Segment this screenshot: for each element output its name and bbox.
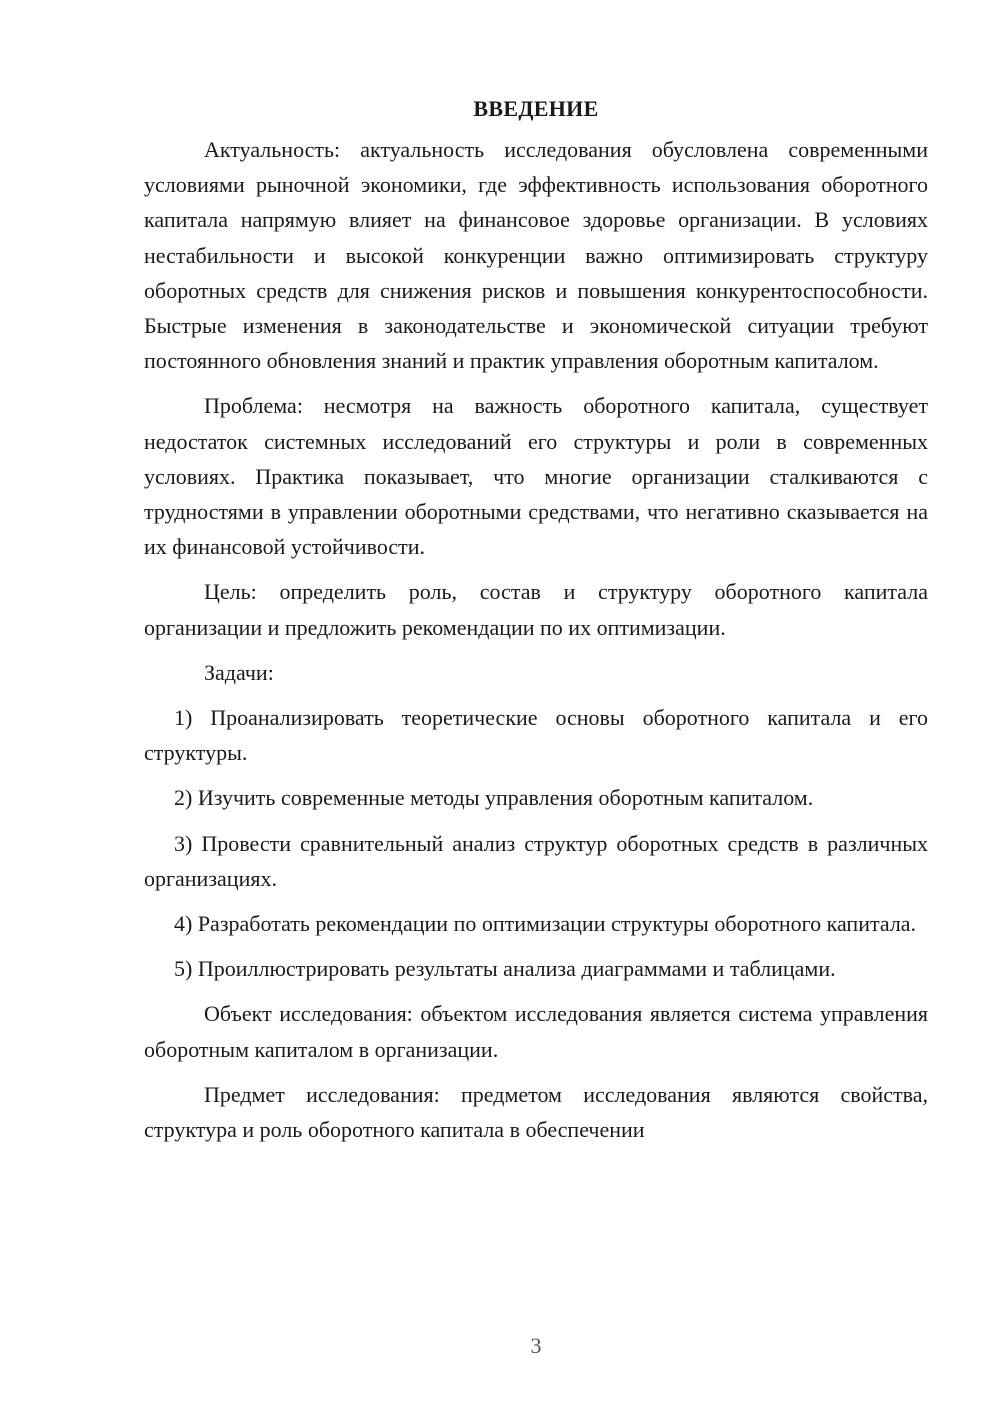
paragraph-problem: Проблема: несмотря на важность оборотного капитала, существует недостаток системных исследований его структуры и роли в современных условиях. Практика показывает, что многие организации сталкиваются с трудностями в управлении оборотными средствами, что негативно сказывается на их финансовой устойчивости. [144,393,928,560]
paragraph-relevance: Актуальность: актуальность исследования обусловлена современными условиями рыночной экономики, где эффективность использования оборотного капитала напрямую влияет на финансовое здоровье организации. В условиях нестабильности и высокой конкуренции важно оптимизировать структуру оборотных средств для снижения рисков и повышения конкурентоспособности. Быстрые изменения в законодательстве и экономической ситуации требуют постоянного обновления знаний и практик управления оборотным капиталом. [144,137,928,374]
paragraph-goal: Цель: определить роль, состав и структуру оборотного капитала организации и предложить рекомендации по их оптимизации. [144,579,928,640]
document-page [144,92,928,1157]
task-item-5: 5) Проиллюстрировать результаты анализа диаграммами и таблицами. [174,956,836,982]
page-number: 3 [530,1333,542,1358]
task-item-4: 4) Разработать рекомендации по оптимизации структуры оборотного капитала. [174,911,917,937]
task-item-2: 2) Изучить современные методы управления оборотным капиталом. [174,785,814,811]
task-item-3: 3) Провести сравнительный анализ структур оборотных средств в различных организациях. [144,830,928,891]
paragraph-subject: Предмет исследования: предметом исследования являются свойства, структура и роль оборотного капитала в обеспечении [144,1081,928,1143]
task-item-1: 1) Проанализировать теоретические основы оборотного капитала и его структуры. [144,705,928,766]
paragraph-object: Объект исследования: объектом исследования является система управления оборотным капиталом в организации. [144,1001,928,1062]
document-title: ВВЕДЕНИЕ [473,96,599,121]
paragraph-tasks-heading: Задачи: [204,659,274,685]
